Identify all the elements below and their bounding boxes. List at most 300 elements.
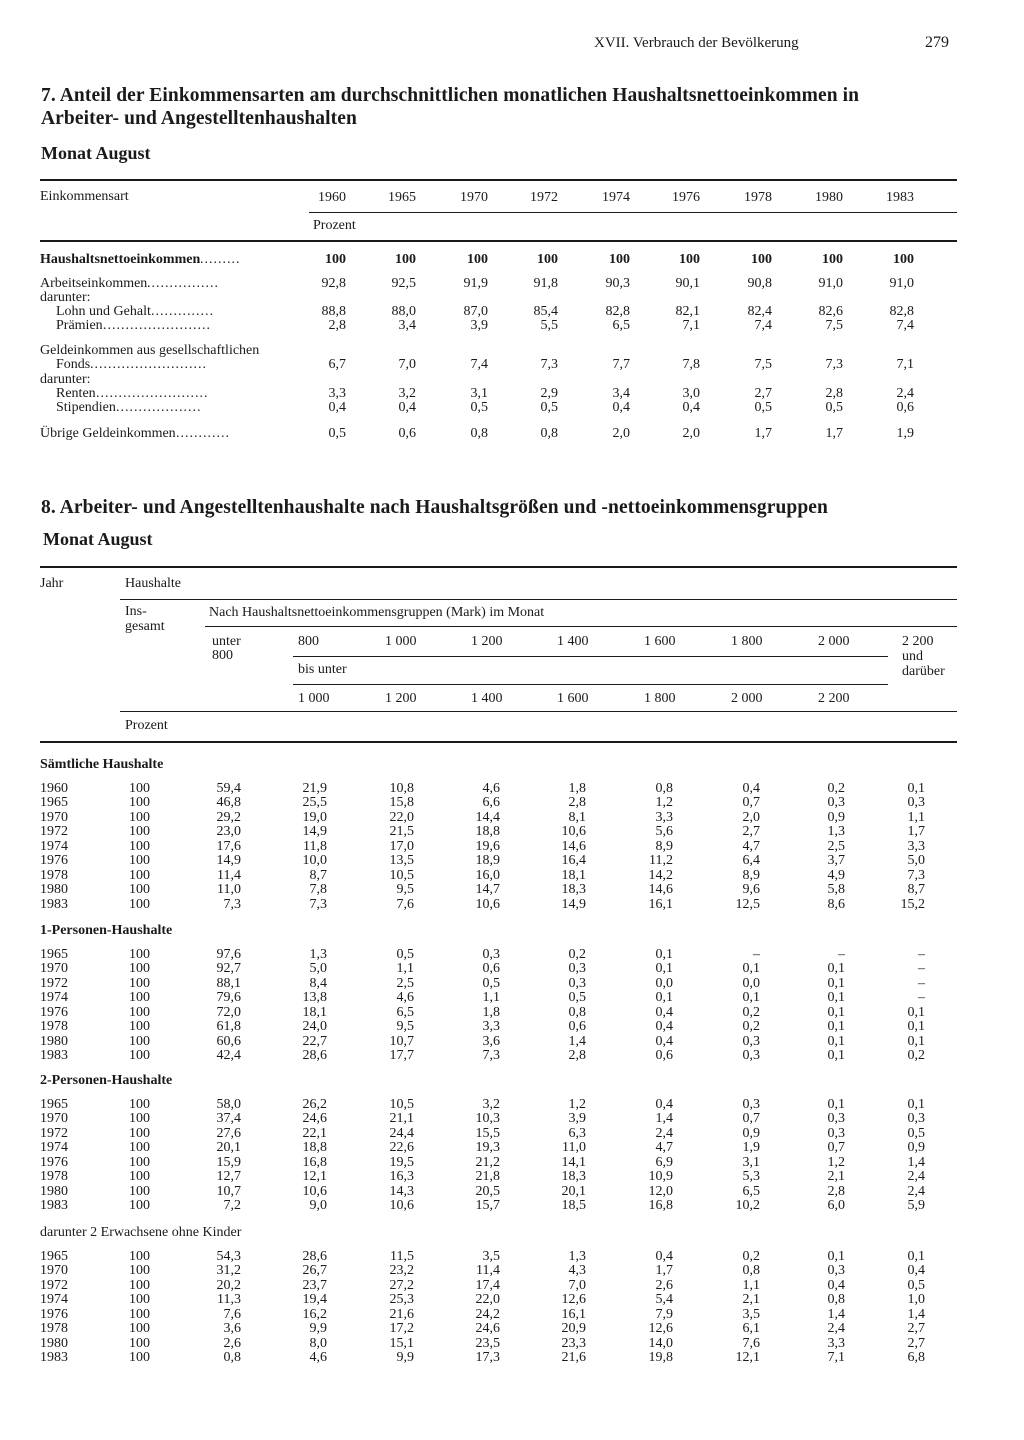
table8-cell: 59,4	[216, 781, 241, 796]
table8-top-rule	[40, 566, 957, 568]
table7-cell: 85,4	[533, 304, 558, 319]
table7-cell: 3,9	[470, 318, 488, 333]
table8-cell: 1,3	[568, 1249, 586, 1264]
table8-cell: 3,3	[655, 810, 673, 825]
table8-cell: 100	[129, 810, 150, 825]
table7-cell: 0,8	[540, 426, 558, 441]
table8-cell: 7,3	[309, 897, 327, 912]
table8-year: 1970	[40, 1263, 68, 1278]
table8-cell: 100	[129, 853, 150, 868]
table8-cell: 0,1	[827, 1097, 845, 1112]
table7-cell: 0,4	[398, 400, 416, 415]
table8-subtitle: Monat August	[43, 529, 153, 549]
table8-cell: 28,6	[302, 1249, 327, 1264]
table8-cell: 8,1	[568, 810, 586, 825]
table8-cell: 1,1	[907, 810, 925, 825]
table8-cell: 12,0	[648, 1184, 673, 1199]
table8-cell: 1,1	[742, 1278, 760, 1293]
table7-row-label: Prämien	[56, 318, 103, 333]
table8-cell: 20,2	[216, 1278, 241, 1293]
table8-cell: 14,0	[648, 1336, 673, 1351]
table7-cell: 91,0	[818, 276, 843, 291]
table7-cell: 82,8	[889, 304, 914, 319]
table8-cell: 100	[129, 976, 150, 991]
table8-cell: 100	[129, 1005, 150, 1020]
table8-cell: 5,0	[309, 961, 327, 976]
table8-cell: 24,0	[302, 1019, 327, 1034]
table8-head-darueber: darüber	[902, 664, 945, 679]
table8-cell: 0,9	[827, 810, 845, 825]
table7-cell: 82,6	[818, 304, 843, 319]
table7-cell: 91,0	[889, 276, 914, 291]
table8-cell: 2,5	[396, 976, 414, 991]
table8-cell: 22,6	[389, 1140, 414, 1155]
table8-year: 1976	[40, 1005, 68, 1020]
table7-row-label: Arbeitseinkommen	[40, 276, 148, 291]
table8-cell: 17,4	[475, 1278, 500, 1293]
table8-upper-bound: 2 000	[731, 691, 763, 706]
table8-haushalte-rule	[120, 599, 957, 600]
table7-cell: 88,8	[321, 304, 346, 319]
table8-cell: 79,6	[216, 990, 241, 1005]
table7-cell: 100	[893, 252, 914, 267]
table8-cell: 10,6	[561, 824, 586, 839]
table7-row-leader: .........	[200, 252, 241, 267]
table8-cell: 16,0	[475, 868, 500, 883]
table8-cell: 1,4	[907, 1307, 925, 1322]
table8-cell: 3,7	[827, 853, 845, 868]
table8-cell: 10,8	[389, 781, 414, 796]
table7-cell: 0,4	[682, 400, 700, 415]
table8-cell: 1,7	[655, 1263, 673, 1278]
table8-lower-bound: 1 400	[557, 634, 589, 649]
table8-cell: 20,1	[216, 1140, 241, 1155]
table8-cell: 8,7	[309, 868, 327, 883]
table7-year-1974: 1974	[602, 190, 630, 205]
table8-cell: 100	[129, 868, 150, 883]
table8-cell: 0,3	[742, 1048, 760, 1063]
table8-cell: 100	[129, 1307, 150, 1322]
table7-cell: 3,2	[398, 386, 416, 401]
table7-cell: 5,5	[540, 318, 558, 333]
table8-cell: 18,1	[561, 868, 586, 883]
table8-year: 1980	[40, 1034, 68, 1049]
table8-cell: 10,3	[475, 1111, 500, 1126]
table8-cell: 15,5	[475, 1126, 500, 1141]
table8-cell: 6,8	[907, 1350, 925, 1365]
table7-head-rule	[40, 240, 957, 242]
table8-cell: 0,1	[655, 990, 673, 1005]
table8-cell: 20,5	[475, 1184, 500, 1199]
table8-cell: 3,5	[482, 1249, 500, 1264]
table8-cell: 17,3	[475, 1350, 500, 1365]
table8-cell: –	[838, 947, 845, 962]
table7-cell: 2,4	[896, 386, 914, 401]
table8-cell: 3,6	[223, 1321, 241, 1336]
table8-year: 1965	[40, 795, 68, 810]
table7-cell: 1,9	[896, 426, 914, 441]
table8-cell: 20,9	[561, 1321, 586, 1336]
table8-cell: 3,2	[482, 1097, 500, 1112]
table8-cell: 10,6	[302, 1184, 327, 1199]
table8-cell: 8,4	[309, 976, 327, 991]
table8-cell: 1,2	[655, 795, 673, 810]
table8-cell: 0,3	[827, 1263, 845, 1278]
table8-cell: –	[918, 990, 925, 1005]
table8-cell: –	[753, 947, 760, 962]
table8-cell: 5,4	[655, 1292, 673, 1307]
table7-year-1960: 1960	[318, 190, 346, 205]
table8-cell: 15,2	[900, 897, 925, 912]
table8-cell: 100	[129, 1169, 150, 1184]
table8-cell: 11,0	[217, 882, 241, 897]
table8-cell: 0,2	[742, 1249, 760, 1264]
table8-cell: 5,6	[655, 824, 673, 839]
table8-cell: 100	[129, 1111, 150, 1126]
table8-lower-bound: 2 000	[818, 634, 850, 649]
table8-cell: 7,6	[223, 1307, 241, 1322]
table7-row-label: Lohn und Gehalt	[56, 304, 151, 319]
table8-cell: 0,1	[655, 961, 673, 976]
table8-cell: 0,1	[655, 947, 673, 962]
table8-cell: 0,8	[742, 1263, 760, 1278]
table8-head-groups: Nach Haushaltsnettoeinkommensgruppen (Mark) im Monat	[209, 605, 545, 620]
table8-cell: 5,8	[827, 882, 845, 897]
table8-cell: 1,9	[742, 1140, 760, 1155]
table8-cell: 14,2	[648, 868, 673, 883]
table7-row-label: Übrige Geldeinkommen	[40, 426, 176, 441]
table8-cell: 18,8	[475, 824, 500, 839]
table8-cell: 14,9	[302, 824, 327, 839]
table8-cell: 0,1	[827, 961, 845, 976]
table8-cell: 1,4	[655, 1111, 673, 1126]
table8-cell: 7,1	[827, 1350, 845, 1365]
table8-cell: 17,6	[216, 839, 241, 854]
table8-cell: 7,3	[223, 897, 241, 912]
table7-row-label: Fonds	[56, 357, 91, 372]
table8-cell: 12,1	[302, 1169, 327, 1184]
table8-cell: 0,1	[827, 1034, 845, 1049]
table8-cell: 2,8	[568, 1048, 586, 1063]
table8-cell: 42,4	[216, 1048, 241, 1063]
table8-cell: 3,6	[482, 1034, 500, 1049]
table8-cell: 4,7	[655, 1140, 673, 1155]
table8-cell: 14,4	[475, 810, 500, 825]
table8-cell: 1,8	[482, 1005, 500, 1020]
table8-cell: 100	[129, 897, 150, 912]
table8-year: 1980	[40, 1336, 68, 1351]
table8-cell: 14,7	[475, 882, 500, 897]
table7-cell: 90,3	[605, 276, 630, 291]
table8-cell: 24,4	[389, 1126, 414, 1141]
table8-cell: 22,7	[302, 1034, 327, 1049]
table8-cell: 21,6	[389, 1307, 414, 1322]
table8-cell: 0,9	[907, 1140, 925, 1155]
table8-cell: 0,5	[396, 947, 414, 962]
table8-cell: 0,8	[655, 781, 673, 796]
table8-cell: 12,1	[735, 1350, 760, 1365]
table7-cell: 91,8	[533, 276, 558, 291]
table8-cell: 14,6	[648, 882, 673, 897]
table8-cell: 0,1	[827, 1048, 845, 1063]
table8-cell: 21,9	[302, 781, 327, 796]
table8-cell: 8,9	[655, 839, 673, 854]
table8-cell: 0,3	[827, 795, 845, 810]
table7-row-label: darunter:	[40, 290, 91, 305]
table8-cell: 1,1	[482, 990, 500, 1005]
table8-cell: 0,6	[655, 1048, 673, 1063]
table8-cell: 18,1	[302, 1005, 327, 1020]
table8-cell: 21,6	[561, 1350, 586, 1365]
table7-cell: 7,4	[470, 357, 488, 372]
table8-cell: 10,0	[302, 853, 327, 868]
table8-upper-rule	[120, 711, 957, 712]
table7-row-leader: ................	[147, 276, 219, 291]
table7-subtitle: Monat August	[41, 143, 151, 163]
table8-cell: 26,2	[302, 1097, 327, 1112]
table8-cell: 12,6	[561, 1292, 586, 1307]
table7-cell: 0,5	[328, 426, 346, 441]
table8-cell: 100	[129, 990, 150, 1005]
table8-cell: 1,4	[827, 1307, 845, 1322]
table8-cell: 60,6	[216, 1034, 241, 1049]
table8-cell: 10,9	[648, 1169, 673, 1184]
table7-year-1972: 1972	[530, 190, 558, 205]
table8-cell: 100	[129, 1263, 150, 1278]
table8-cell: 7,6	[396, 897, 414, 912]
table8-cell: 18,9	[475, 853, 500, 868]
table8-head-bis-unter: bis unter	[298, 662, 347, 677]
table8-cell: 0,0	[655, 976, 673, 991]
table7-cell: 3,4	[398, 318, 416, 333]
table8-year: 1978	[40, 1169, 68, 1184]
table8-cell: 100	[129, 1198, 150, 1213]
table7-cell: 3,0	[682, 386, 700, 401]
table8-cell: 6,1	[742, 1321, 760, 1336]
table8-cell: 19,0	[302, 810, 327, 825]
table8-cell: 19,3	[475, 1140, 500, 1155]
table8-cell: 24,2	[475, 1307, 500, 1322]
table7-cell: 2,0	[682, 426, 700, 441]
table7-cell: 7,1	[896, 357, 914, 372]
table7-cell: 3,3	[328, 386, 346, 401]
table8-cell: 2,6	[223, 1336, 241, 1351]
table8-section-title: Sämtliche Haushalte	[40, 757, 164, 772]
table8-cell: 72,0	[216, 1005, 241, 1020]
table8-cell: 4,3	[568, 1263, 586, 1278]
running-head: XVII. Verbrauch der Bevölkerung	[594, 35, 799, 51]
table8-cell: 15,7	[475, 1198, 500, 1213]
table8-year: 1974	[40, 839, 68, 854]
table8-cell: 3,1	[742, 1155, 760, 1170]
table7-cell: 100	[395, 252, 416, 267]
table8-section-title: 2-Personen-Haushalte	[40, 1073, 173, 1088]
table8-lower-bound: 1 000	[385, 634, 417, 649]
table7-cell: 82,4	[747, 304, 772, 319]
table8-cell: 7,3	[907, 868, 925, 883]
table8-cell: 0,0	[742, 976, 760, 991]
table8-upper-bound: 1 000	[298, 691, 330, 706]
table7-cell: 0,5	[540, 400, 558, 415]
table8-cell: 23,7	[302, 1278, 327, 1293]
table8-cell: 18,5	[561, 1198, 586, 1213]
table8-cell: 11,8	[303, 839, 327, 854]
table8-cell: 16,1	[648, 897, 673, 912]
table8-cell: 0,3	[907, 795, 925, 810]
table8-cell: 0,8	[223, 1350, 241, 1365]
table7-title-line1: 7. Anteil der Einkommensarten am durchschnittlichen monatlichen Haushaltsnettoeinkommen in	[41, 85, 860, 106]
table8-year: 1983	[40, 1198, 68, 1213]
table8-cell: 10,6	[389, 1198, 414, 1213]
table8-cell: 2,4	[907, 1184, 925, 1199]
table8-cell: 0,3	[742, 1097, 760, 1112]
table8-cell: 8,0	[309, 1336, 327, 1351]
table7-cell: 7,5	[825, 318, 843, 333]
table8-cell: 19,4	[302, 1292, 327, 1307]
table7-cell: 91,9	[463, 276, 488, 291]
table7-cell: 0,4	[328, 400, 346, 415]
table8-upper-bound: 2 200	[818, 691, 850, 706]
table8-cell: 26,7	[302, 1263, 327, 1278]
table8-cell: 100	[129, 1278, 150, 1293]
table8-cell: 9,0	[309, 1198, 327, 1213]
table8-cell: 100	[129, 1350, 150, 1365]
table8-cell: 0,1	[907, 1034, 925, 1049]
table8-cell: 0,4	[655, 1097, 673, 1112]
table8-cell: 9,5	[396, 882, 414, 897]
table8-cell: 0,4	[655, 1034, 673, 1049]
table7-row-leader: ..........................	[90, 357, 207, 372]
table8-head-2200: 2 200	[902, 634, 934, 649]
table8-cell: 2,1	[742, 1292, 760, 1307]
table8-cell: 9,9	[396, 1350, 414, 1365]
table8-cell: 100	[129, 1321, 150, 1336]
table8-section-title: darunter 2 Erwachsene ohne Kinder	[40, 1225, 242, 1240]
table8-year: 1972	[40, 824, 68, 839]
table8-cell: 12,7	[216, 1169, 241, 1184]
table8-cell: 0,1	[827, 1249, 845, 1264]
table8-upper-bound: 1 800	[644, 691, 676, 706]
table8-cell: 6,9	[655, 1155, 673, 1170]
table7-cell: 82,8	[605, 304, 630, 319]
table8-cell: 100	[129, 1097, 150, 1112]
table8-cell: 1,4	[568, 1034, 586, 1049]
table7-cell: 100	[751, 252, 772, 267]
table8-cell: 3,3	[482, 1019, 500, 1034]
table8-cell: 10,6	[475, 897, 500, 912]
page-number: 279	[925, 34, 949, 51]
table7-cell: 90,8	[747, 276, 772, 291]
table8-cell: 0,3	[907, 1111, 925, 1126]
table7-year-1970: 1970	[460, 190, 488, 205]
table7-cell: 2,8	[825, 386, 843, 401]
table8-cell: 0,1	[827, 1019, 845, 1034]
table8-cell: 37,4	[216, 1111, 241, 1126]
table8-cell: 1,2	[568, 1097, 586, 1112]
table8-cell: 22,1	[302, 1126, 327, 1141]
table8-year: 1974	[40, 990, 68, 1005]
table8-cell: 16,8	[302, 1155, 327, 1170]
table8-cell: 25,3	[389, 1292, 414, 1307]
table8-cell: 21,8	[475, 1169, 500, 1184]
table8-head-rule	[40, 741, 957, 743]
table8-cell: 2,4	[907, 1169, 925, 1184]
table8-cell: 15,9	[216, 1155, 241, 1170]
table8-cell: 0,4	[655, 1019, 673, 1034]
table8-cell: 12,5	[735, 897, 760, 912]
table7-year-1980: 1980	[815, 190, 843, 205]
table8-cell: 100	[129, 1140, 150, 1155]
table8-cell: 97,6	[216, 947, 241, 962]
table8-cell: 15,1	[389, 1336, 414, 1351]
table7-cell: 0,8	[470, 426, 488, 441]
table8-cell: 21,2	[475, 1155, 500, 1170]
table8-cell: 2,7	[907, 1336, 925, 1351]
table8-cell: 24,6	[475, 1321, 500, 1336]
table8-cell: 92,7	[216, 961, 241, 976]
table8-cell: 3,9	[568, 1111, 586, 1126]
table7-cell: 100	[679, 252, 700, 267]
table8-cell: 100	[129, 839, 150, 854]
table8-cell: 4,9	[827, 868, 845, 883]
table8-cell: 6,0	[827, 1198, 845, 1213]
table8-cell: 3,5	[742, 1307, 760, 1322]
table8-cell: 2,5	[827, 839, 845, 854]
table8-cell: 9,6	[742, 882, 760, 897]
table7-cell: 7,3	[825, 357, 843, 372]
table8-cell: 0,5	[907, 1278, 925, 1293]
table7-cell: 6,5	[612, 318, 630, 333]
table8-year: 1978	[40, 1321, 68, 1336]
table8-year: 1965	[40, 947, 68, 962]
table8-cell: 0,3	[482, 947, 500, 962]
table7-year-1965: 1965	[388, 190, 416, 205]
table8-cell: 7,8	[309, 882, 327, 897]
table8-year: 1972	[40, 1278, 68, 1293]
table8-cell: 100	[129, 961, 150, 976]
table8-cell: –	[918, 961, 925, 976]
table8-cell: 2,8	[827, 1184, 845, 1199]
table7-cell: 0,6	[896, 400, 914, 415]
table7-cell: 2,0	[612, 426, 630, 441]
table8-cell: 1,3	[827, 824, 845, 839]
table7-cell: 7,7	[612, 357, 630, 372]
table8-cell: 13,8	[302, 990, 327, 1005]
table8-head-insgesamt-2: gesamt	[125, 619, 165, 634]
table8-head-und: und	[902, 649, 923, 664]
table8-cell: 6,5	[742, 1184, 760, 1199]
table8-cell: 5,3	[742, 1169, 760, 1184]
table7-cell: 100	[609, 252, 630, 267]
table8-cell: 0,6	[568, 1019, 586, 1034]
table8-cell: 14,6	[561, 839, 586, 854]
table8-year: 1980	[40, 1184, 68, 1199]
table8-cell: 10,5	[389, 1097, 414, 1112]
table8-cell: 0,2	[568, 947, 586, 962]
table8-cell: 14,9	[216, 853, 241, 868]
table8-cell: 12,6	[648, 1321, 673, 1336]
table8-cell: 6,6	[482, 795, 500, 810]
table8-cell: 0,4	[655, 1249, 673, 1264]
table8-cell: 0,9	[742, 1126, 760, 1141]
table7-unit: Prozent	[313, 218, 356, 233]
table8-cell: 19,5	[389, 1155, 414, 1170]
table8-head-unter-800: 800	[212, 648, 233, 663]
table8-year: 1976	[40, 1307, 68, 1322]
table8-cell: 1,0	[907, 1292, 925, 1307]
table8-cell: 0,5	[907, 1126, 925, 1141]
table8-lower-bound: 800	[298, 634, 319, 649]
